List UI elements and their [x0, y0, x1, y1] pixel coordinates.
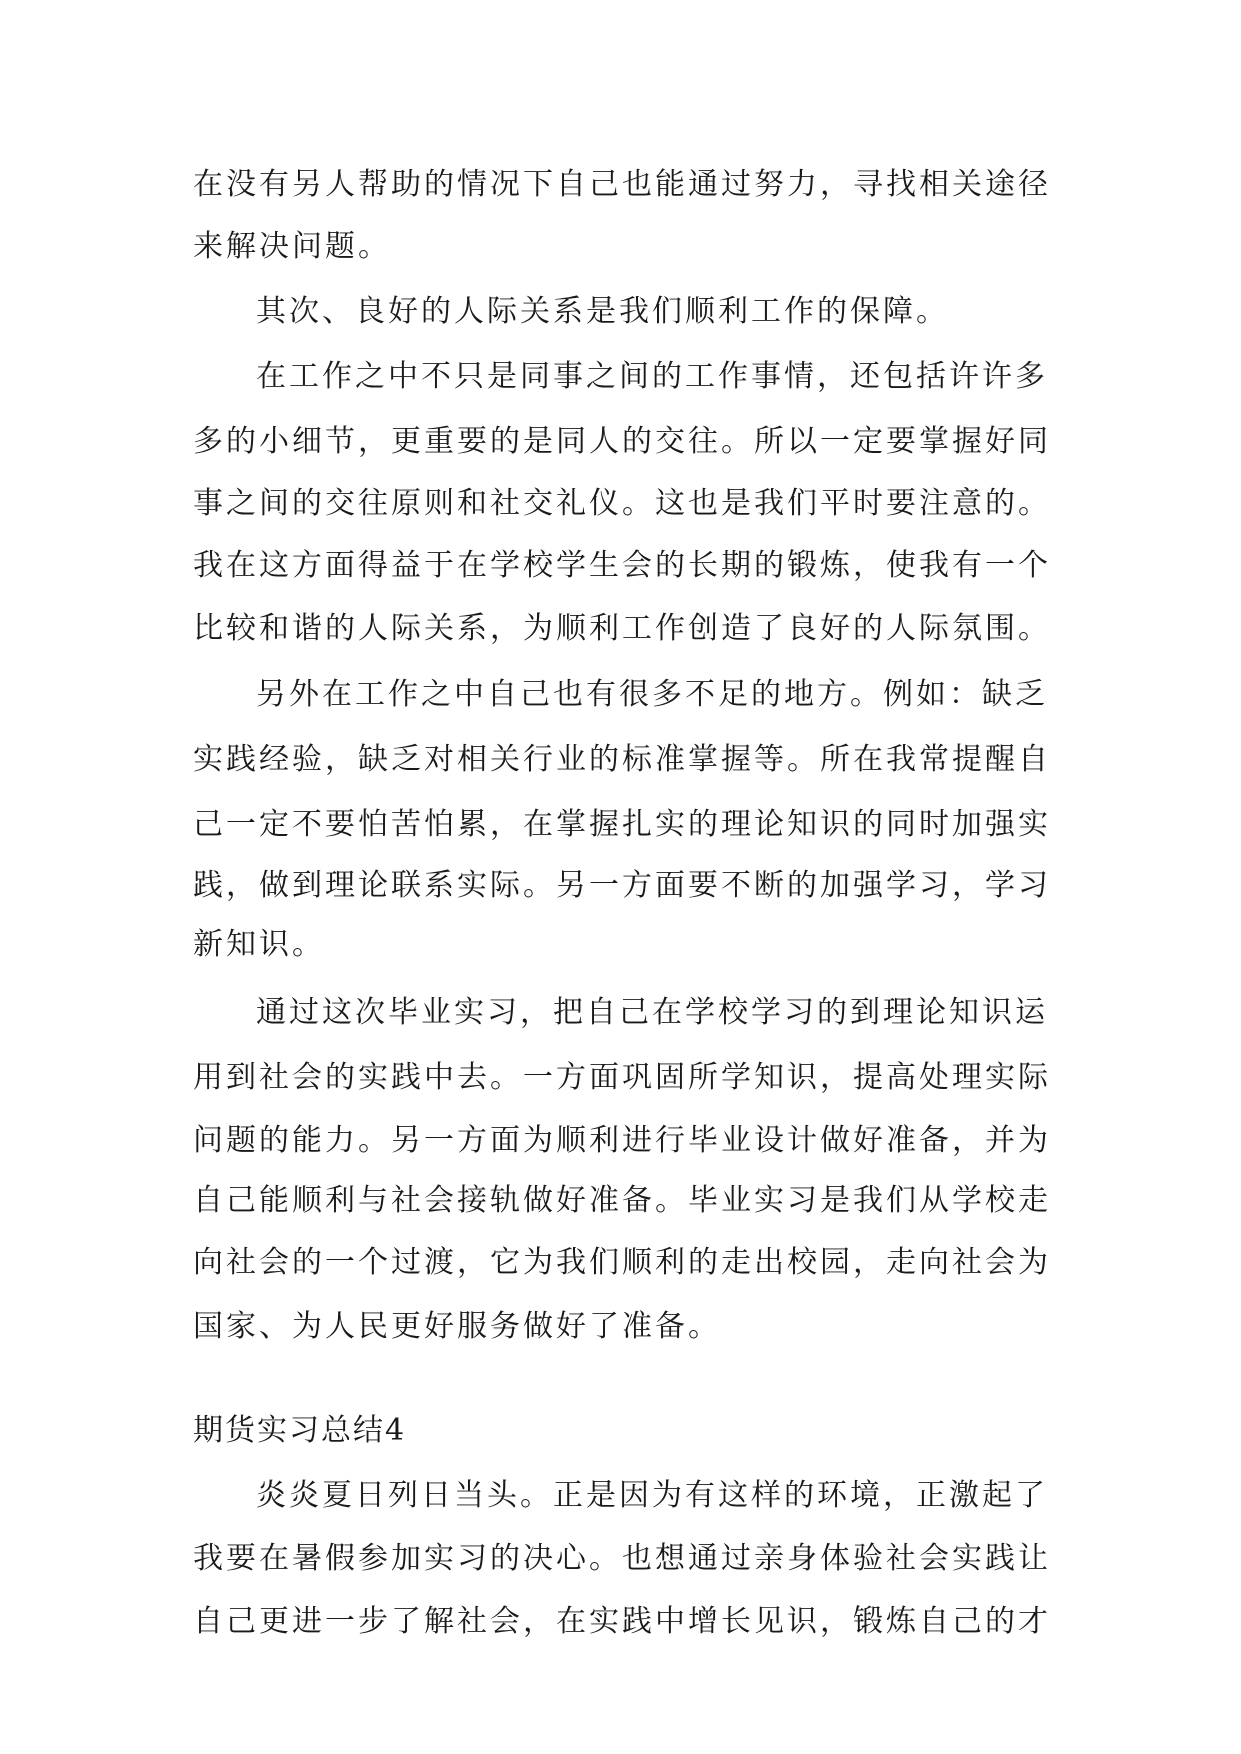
text-line: 国家、为人民更好服务做好了准备。 [193, 1309, 721, 1344]
text-line: 己一定不要怕苦怕累，在掌握扎实的理论知识的同时加强实 [193, 807, 1051, 842]
text-line: 通过这次毕业实习，把自己在学校学习的到理论知识运 [256, 995, 1048, 1030]
text-line: 事之间的交往原则和社交礼仪。这也是我们平时要注意的。 [193, 486, 1051, 521]
text-line: 我要在暑假参加实习的决心。也想通过亲身体验社会实践让 [193, 1541, 1051, 1576]
text-line: 用到社会的实践中去。一方面巩固所学知识，提高处理实际 [193, 1060, 1051, 1095]
text-line: 其次、良好的人际关系是我们顺利工作的保障。 [256, 294, 949, 329]
section-heading: 期货实习总结4 [193, 1413, 407, 1448]
text-line: 比较和谐的人际关系，为顺利工作创造了良好的人际氛围。 [193, 611, 1051, 646]
text-line: 另外在工作之中自己也有很多不足的地方。例如：缺乏 [256, 677, 1048, 712]
text-line: 在工作之中不只是同事之间的工作事情，还包括许许多 [256, 359, 1048, 394]
text-line: 炎炎夏日列日当头。正是因为有这样的环境，正激起了 [256, 1478, 1048, 1513]
text-line: 来解决问题。 [193, 229, 391, 264]
text-line: 我在这方面得益于在学校学生会的长期的锻炼，使我有一个 [193, 548, 1051, 583]
text-line: 践，做到理论联系实际。另一方面要不断的加强学习，学习 [193, 868, 1051, 903]
text-line: 自己能顺利与社会接轨做好准备。毕业实习是我们从学校走 [193, 1183, 1051, 1218]
text-line: 向社会的一个过渡，它为我们顺利的走出校园，走向社会为 [193, 1245, 1051, 1280]
text-line: 新知识。 [193, 927, 325, 962]
text-line: 问题的能力。另一方面为顺利进行毕业设计做好准备，并为 [193, 1123, 1051, 1158]
text-line: 实践经验，缺乏对相关行业的标准掌握等。所在我常提醒自 [193, 742, 1051, 777]
text-line: 自己更进一步了解社会，在实践中增长见识，锻炼自己的才 [193, 1604, 1051, 1639]
text-line: 在没有另人帮助的情况下自己也能通过努力，寻找相关途径 [193, 167, 1051, 202]
text-line: 多的小细节，更重要的是同人的交往。所以一定要掌握好同 [193, 424, 1051, 459]
